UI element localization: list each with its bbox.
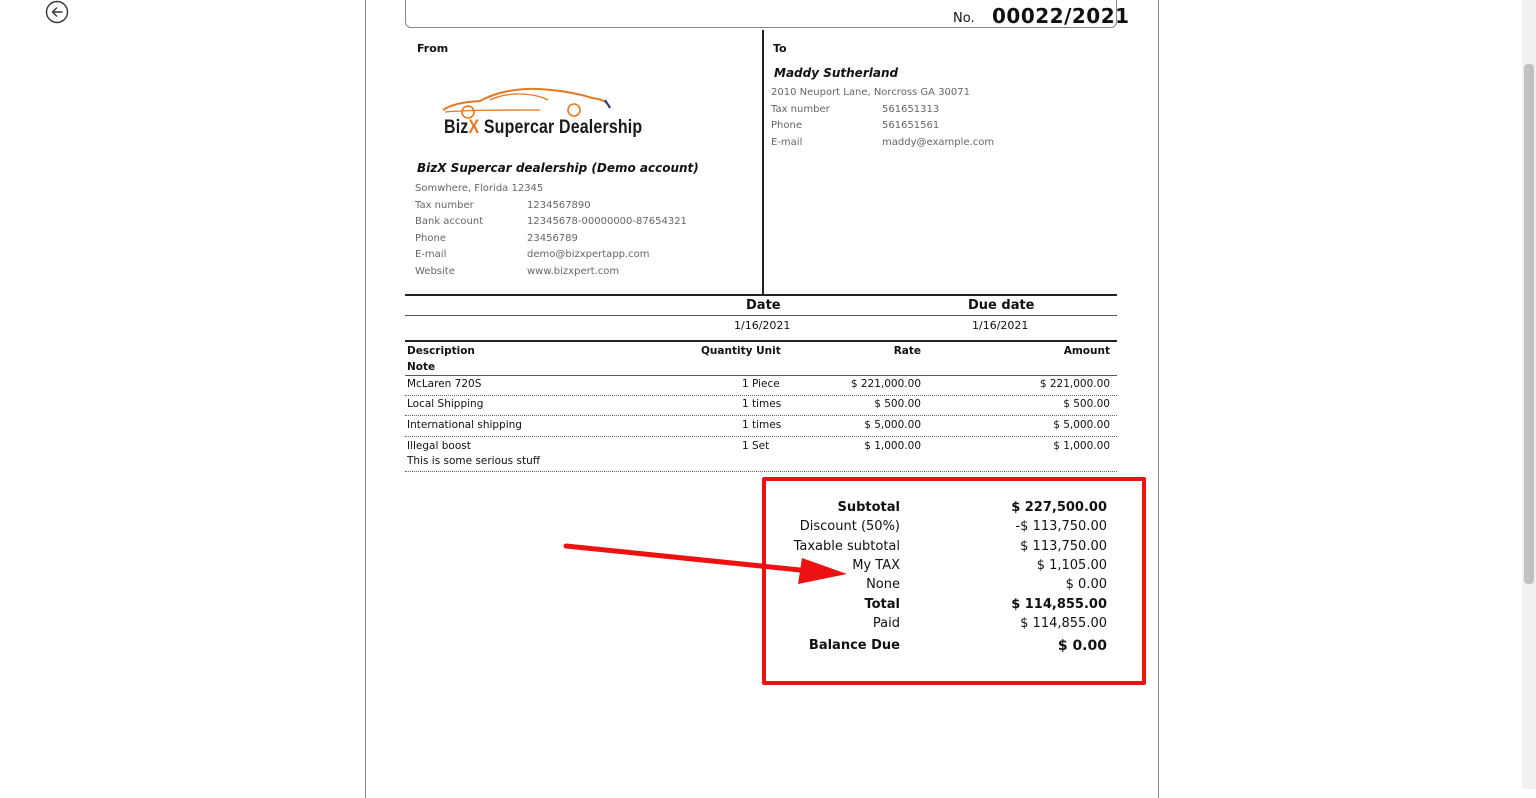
item-rate: $ 5,000.00 [864, 419, 921, 431]
company-field-row: E-mail demo@bizxpertapp.com [415, 249, 650, 260]
company-info [415, 181, 687, 280]
vertical-scrollbar[interactable] [1522, 0, 1536, 789]
items-top-rule [405, 340, 1117, 342]
taxable-subtotal-value: $ 113,750.00 [1020, 539, 1107, 554]
due-date-label: Due date [968, 298, 1035, 313]
taxable-subtotal-label: Taxable subtotal [793, 539, 900, 554]
item-amount: $ 5,000.00 [1053, 419, 1110, 431]
item-note: This is some serious stuff [407, 455, 540, 467]
client-field-row: Phone 561651561 [771, 120, 940, 131]
tax-label: My TAX [852, 558, 900, 573]
total-label: Total [864, 597, 900, 612]
paid-value: $ 114,855.00 [1020, 616, 1107, 631]
item-description: International shipping [407, 419, 522, 431]
discount-value: -$ 113,750.00 [1015, 519, 1107, 534]
to-label: To [773, 42, 787, 55]
item-amount: $ 1,000.00 [1053, 440, 1110, 452]
subtotal-label: Subtotal [837, 500, 900, 515]
company-field-row: Tax number 1234567890 [415, 199, 591, 211]
from-label: From [417, 42, 449, 55]
dates-mid-rule [405, 315, 1117, 316]
col-amount: Amount [1063, 345, 1110, 357]
item-quantity: 1 Piece [742, 378, 780, 390]
company-address: Somwhere, Florida 12345 [415, 183, 544, 194]
item-quantity: 1 times [742, 398, 782, 410]
item-quantity: 1 Set [742, 440, 770, 452]
company-logo-text: BizX Supercar Dealership [444, 117, 643, 138]
item-rate: $ 221,000.00 [850, 378, 921, 390]
item-rate: $ 500.00 [874, 398, 921, 410]
company-field-row: Phone 23456789 [415, 232, 578, 244]
item-rate: $ 1,000.00 [864, 440, 921, 452]
none-tax-label: None [866, 577, 900, 592]
back-button[interactable] [45, 0, 69, 24]
discount-label: Discount (50%) [799, 519, 900, 534]
item-amount: $ 221,000.00 [1039, 378, 1110, 390]
item-quantity: 1 times [742, 419, 782, 431]
item-description: McLaren 720S [407, 378, 482, 390]
client-info [771, 85, 994, 151]
col-quantity-unit: Quantity Unit [701, 345, 781, 357]
client-address: 2010 Neuport Lane, Norcross GA 30071 [771, 87, 970, 98]
client-field-row: Tax number 561651313 [771, 103, 940, 115]
annotation-arrow-icon [560, 536, 850, 586]
dates-top-rule [405, 294, 1117, 296]
date-value: 1/16/2021 [734, 319, 791, 332]
due-date-value: 1/16/2021 [972, 319, 1029, 332]
item-amount: $ 500.00 [1063, 398, 1110, 410]
row-separator [405, 395, 1117, 396]
none-tax-value: $ 0.00 [1065, 577, 1107, 592]
total-value: $ 114,855.00 [1011, 597, 1107, 612]
client-field-row: E-mail maddy@example.com [771, 136, 995, 148]
col-description: Description [407, 345, 475, 357]
invoice-number-label: No. [953, 11, 975, 26]
balance-due-value: $ 0.00 [1057, 638, 1107, 654]
item-description: Illegal boost [407, 440, 471, 452]
item-description: Local Shipping [407, 398, 484, 410]
items-header-rule [405, 375, 1117, 376]
arrow-left-circle-icon [45, 0, 69, 24]
col-rate: Rate [893, 345, 921, 357]
company-field-row: Website www.bizxpert.com [415, 265, 620, 277]
date-label: Date [746, 298, 781, 313]
company-field-row: Bank account 12345678-00000000-87654321 [415, 216, 687, 227]
row-separator [405, 436, 1117, 437]
col-note: Note [407, 361, 436, 373]
tax-value: $ 1,105.00 [1036, 558, 1107, 573]
paid-label: Paid [872, 616, 900, 631]
balance-due-label: Balance Due [808, 638, 900, 653]
scrollbar-thumb[interactable] [1524, 64, 1534, 584]
from-to-divider [762, 30, 764, 294]
row-separator [405, 471, 1117, 472]
client-name: Maddy Sutherland [774, 66, 899, 80]
company-name: BizX Supercar dealership (Demo account) [417, 161, 699, 175]
invoice-number: 00022/2021 [992, 4, 1130, 28]
row-separator [405, 415, 1117, 416]
subtotal-value: $ 227,500.00 [1011, 500, 1107, 515]
